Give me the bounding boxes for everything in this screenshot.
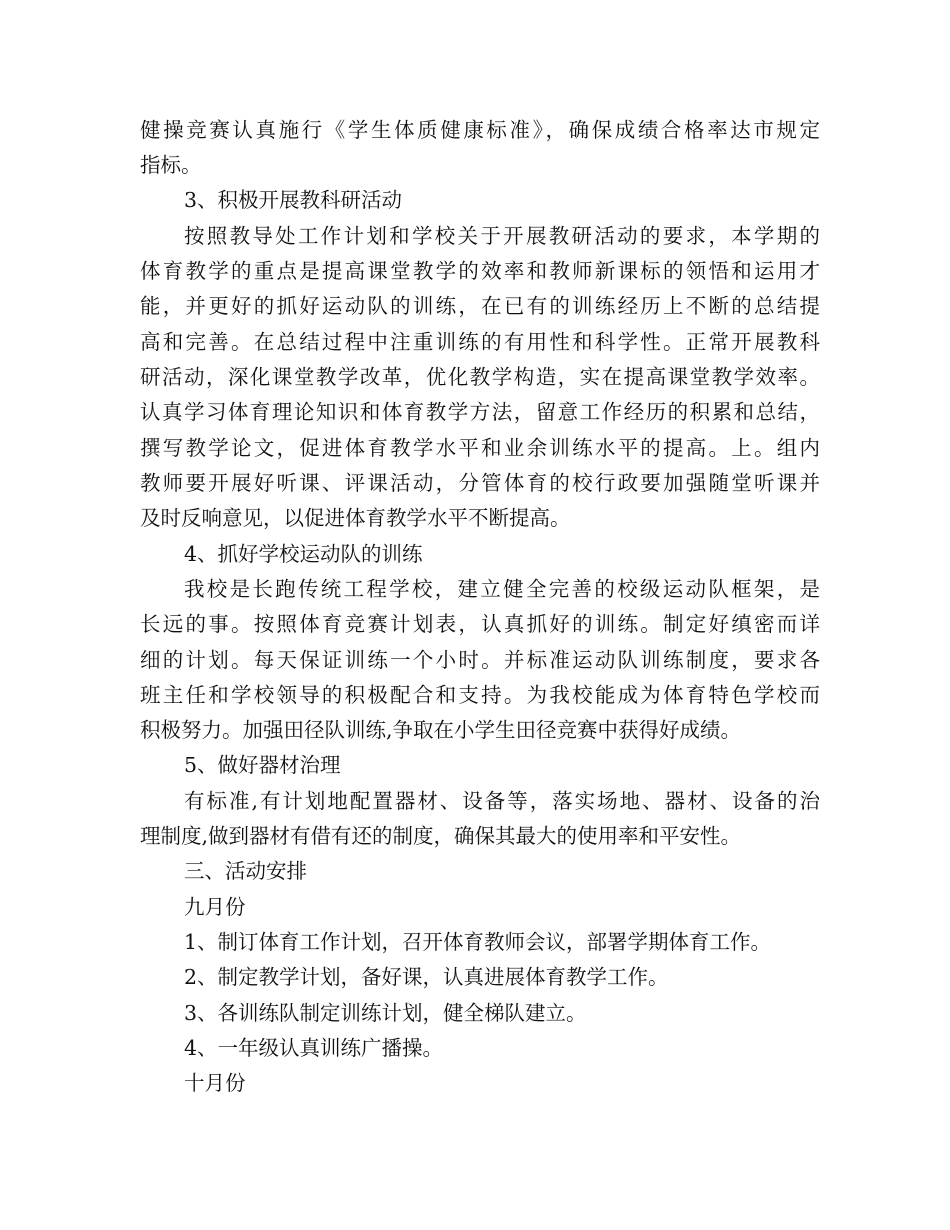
paragraph-line: 能，并更好的抓好运动队的训练，在已有的训练经历上不断的总结提 [140,294,820,318]
section-heading: 3、积极开展教科研活动 [184,188,403,212]
paragraph-line: 长远的事。按照体育竞赛计划表，认真抓好的训练。制定好缜密而详 [140,612,820,636]
paragraph-line: 及时反响意见，以促进体育教学水平不断提高。 [140,506,571,530]
list-item: 3、各训练队制定训练计划，健全梯队建立。 [184,1001,587,1025]
paragraph-line: 教师要开展好听课、评课活动，分管体育的校行政要加强随堂听课并 [140,471,820,495]
list-item: 1、制订体育工作计划，召开体育教师会议，部署学期体育工作。 [184,930,772,954]
paragraph-line: 我校是长跑传统工程学校，建立健全完善的校级运动队框架，是 [184,577,820,601]
paragraph-line: 有标准,有计划地配置器材、设备等，落实场地、器材、设备的治 [184,789,820,813]
paragraph-line: 指标。 [140,153,202,177]
paragraph-line: 健操竞赛认真施行《学生体质健康标准》，确保成绩合格率达市规定 [140,118,820,142]
month-heading: 九月份 [184,895,246,919]
month-heading: 十月份 [184,1071,246,1095]
paragraph-line: 积极努力。加强田径队训练,争取在小学生田径竞赛中获得好成绩。 [140,718,742,742]
paragraph-line: 研活动，深化课堂教学改革，优化教学构造，实在提高课堂教学效率。 [140,365,820,389]
paragraph-line: 撰写教学论文，促进体育教学水平和业余训练水平的提高。上。组内 [140,436,820,460]
section-heading: 4、抓好学校运动队的训练 [184,542,423,566]
paragraph-line: 理制度,做到器材有借有还的制度，确保其最大的使用率和平安性。 [140,824,742,848]
paragraph-line: 体育教学的重点是提高课堂教学的效率和教师新课标的领悟和运用才 [140,259,820,283]
paragraph-line: 按照教导处工作计划和学校关于开展教研活动的要求，本学期的 [184,224,820,248]
list-item: 4、一年级认真训练广播操。 [184,1036,444,1060]
paragraph-line: 认真学习体育理论知识和体育教学方法，留意工作经历的积累和总结， [140,400,820,424]
paragraph-line: 班主任和学校领导的积极配合和支持。为我校能成为体育特色学校而 [140,683,820,707]
section-heading: 三、活动安排 [184,859,307,883]
list-item: 2、制定教学计划，备好课，认真进展体育教学工作。 [184,965,669,989]
paragraph-line: 细的计划。每天保证训练一个小时。并标准运动队训练制度，要求各 [140,648,820,672]
paragraph-line: 高和完善。在总结过程中注重训练的有用性和科学性。正常开展教科 [140,330,820,354]
section-heading: 5、做好器材治理 [184,753,341,777]
